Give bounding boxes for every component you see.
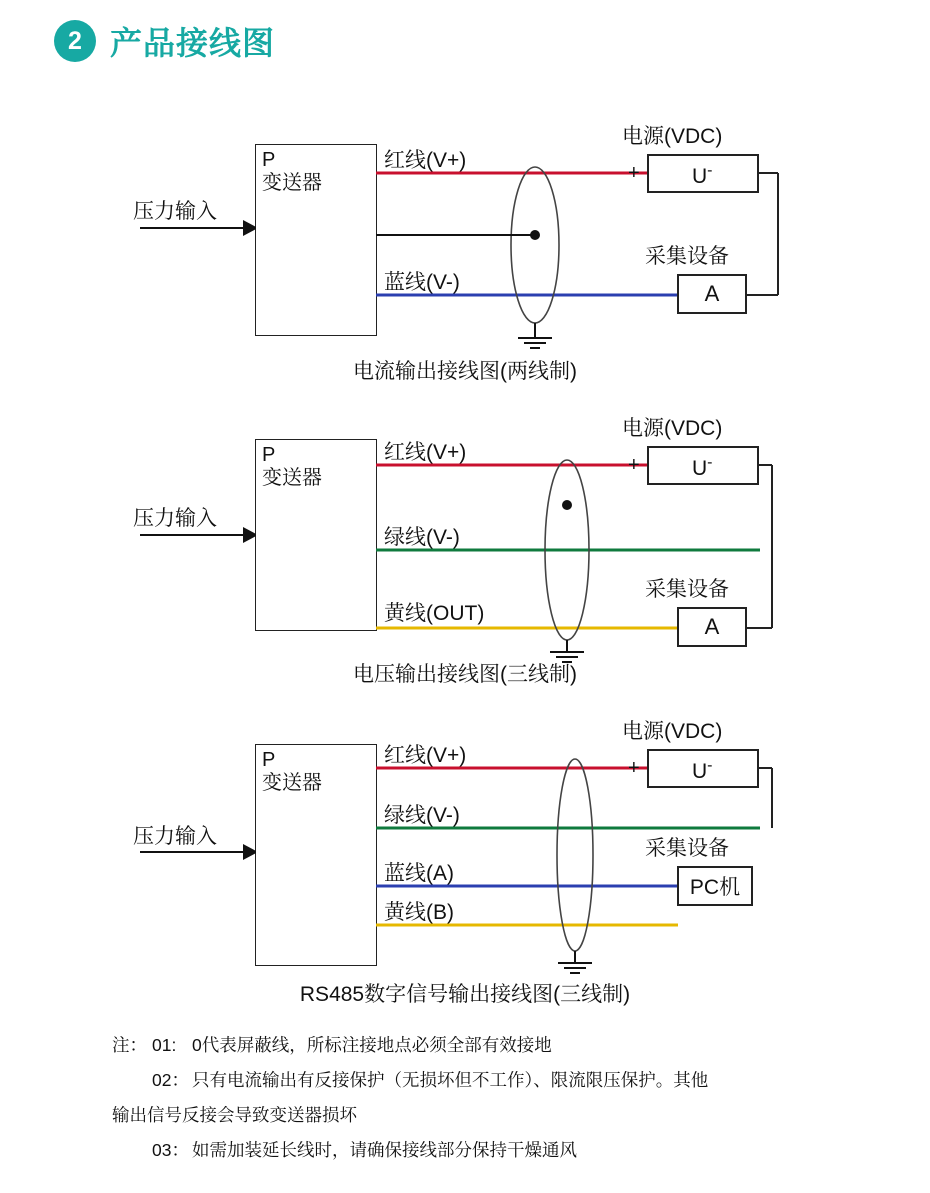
- power-u-2: U: [692, 457, 708, 480]
- wiring-diagram-two-wire: [0, 110, 930, 400]
- wire-label-red-2: 红线(V+): [384, 441, 467, 464]
- power-plus-2: +: [628, 454, 640, 476]
- acq-device-text-3: PC机: [689, 876, 741, 899]
- acq-device-text-1: A: [704, 281, 720, 306]
- pressure-input-label-2: 压力输入: [133, 507, 217, 530]
- power-u-1: U: [692, 165, 708, 188]
- wire-label-blue-1: 蓝线(V-): [384, 271, 460, 294]
- note-tag-03: 03：: [152, 1140, 189, 1160]
- power-minus-2: -: [707, 454, 713, 471]
- note-tag-02: 02：: [152, 1070, 189, 1090]
- power-plus-3: +: [628, 757, 640, 779]
- diagram-caption-3: RS485数字信号输出接线图(三线制): [299, 983, 631, 1006]
- power-minus-1: -: [707, 162, 713, 179]
- transmitter-name-2: 变送器: [262, 467, 322, 489]
- power-box-text-3: [692, 757, 713, 784]
- transmitter-label-3: [262, 749, 322, 795]
- diagram-caption-1: 电流输出接线图(两线制): [353, 360, 577, 383]
- wire-label-blue-3: 蓝线(A): [384, 862, 454, 885]
- page-title: 产品接线图: [110, 25, 276, 61]
- wire-label-yellow-3: 黄线(B): [384, 901, 454, 924]
- note-text-02-cont: 输出信号反接会导致变送器损坏: [112, 1105, 357, 1125]
- notes-block: [112, 1028, 872, 1168]
- power-minus-3: -: [707, 757, 713, 774]
- diagram-caption-2: 电压输出接线图(三线制): [353, 663, 577, 686]
- wire-label-red-1: 红线(V+): [384, 149, 467, 172]
- transmitter-name-1: 变送器: [262, 172, 322, 194]
- note-row-2: [152, 1063, 872, 1098]
- power-label-2: 电源(VDC): [622, 417, 723, 440]
- note-tag-01: 01:: [152, 1035, 177, 1055]
- power-box-text-1: [692, 162, 713, 189]
- wiring-diagram-rs485: [0, 700, 930, 1006]
- section-number-badge: 2: [54, 20, 96, 62]
- pressure-input-label-3: 压力输入: [133, 825, 217, 848]
- note-row-3: [152, 1133, 872, 1168]
- transmitter-p-1: P: [262, 149, 276, 171]
- power-u-3: U: [692, 760, 708, 783]
- power-label-3: 电源(VDC): [622, 720, 723, 743]
- note-text-03: 如需加装延长线时，请确保接线部分保持干燥通风: [192, 1140, 577, 1160]
- transmitter-block-2: [256, 440, 376, 630]
- note-row-1: [112, 1028, 872, 1063]
- section-header: [54, 18, 275, 64]
- note-text-01: 0代表屏蔽线，所标注接地点必须全部有效接地: [192, 1035, 552, 1055]
- acq-label-3: 采集设备: [645, 837, 729, 860]
- transmitter-p-2: P: [262, 444, 276, 466]
- transmitter-block-3: [256, 745, 376, 965]
- acq-label-2: 采集设备: [645, 578, 729, 601]
- wire-label-yellow-2: 黄线(OUT): [384, 602, 485, 625]
- wire-label-red-3: 红线(V+): [384, 744, 467, 767]
- pressure-input-label-1: 压力输入: [133, 200, 217, 223]
- transmitter-p-3: P: [262, 749, 276, 771]
- wiring-diagram-voltage-three-wire: [0, 400, 930, 690]
- transmitter-label-2: [262, 444, 322, 490]
- transmitter-label-1: [262, 149, 322, 195]
- power-box-text-2: [692, 454, 713, 481]
- transmitter-block-1: [256, 145, 376, 335]
- note-text-02: 只有电流输出有反接保护（无损坏但不工作）、限流限压保护。其他: [192, 1070, 709, 1090]
- wire-label-green-3: 绿线(V-): [384, 804, 460, 827]
- power-label-1: 电源(VDC): [622, 125, 723, 148]
- acq-label-1: 采集设备: [645, 245, 729, 268]
- transmitter-name-3: 变送器: [262, 772, 322, 794]
- acq-device-text-2: A: [704, 614, 720, 639]
- notes-title: 注：: [112, 1035, 147, 1055]
- wire-label-green-2: 绿线(V-): [384, 526, 460, 549]
- power-plus-1: +: [628, 162, 640, 184]
